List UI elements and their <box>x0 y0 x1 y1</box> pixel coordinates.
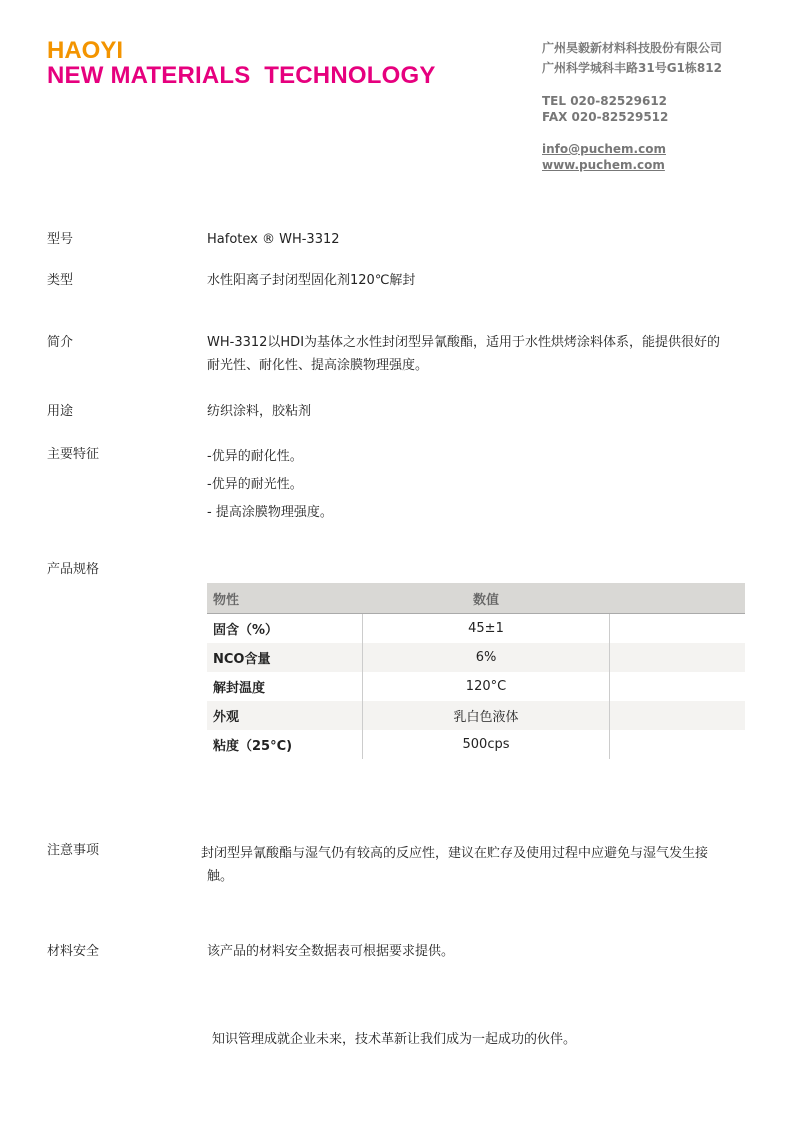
spec-empty-cell <box>610 614 746 644</box>
specs-table <box>207 583 745 759</box>
table-row <box>207 614 745 644</box>
specs-label: 产品规格 <box>47 562 100 577</box>
safety-value: 该产品的材料安全数据表可根据要求提供。 <box>207 944 455 959</box>
spec-value: 120°C <box>363 672 610 701</box>
fax-number: FAX 020-82529512 <box>542 110 669 124</box>
feature-item: -优异的耐化性。 <box>207 449 303 464</box>
type-value: 水性阳离子封闭型固化剂120℃解封 <box>207 273 416 288</box>
notice-line: 触。 <box>207 869 234 884</box>
table-row <box>207 643 745 672</box>
phone-number: TEL 020-82529612 <box>542 94 668 108</box>
feature-item: - 提高涂膜物理强度。 <box>207 505 333 520</box>
closing-slogan: 知识管理成就企业未来，技术革新让我们成为一起成功的伙伴。 <box>212 1032 577 1047</box>
spec-name: 解封温度 <box>207 672 363 701</box>
table-row <box>207 672 745 701</box>
intro-line: WH-3312以HDI为基体之水性封闭型异氰酸酯，适用于水性烘烤涂料体系，能提供很好的 <box>207 335 721 350</box>
notice-text <box>201 842 746 888</box>
spec-empty-cell <box>610 643 746 672</box>
spec-empty-cell <box>610 730 746 759</box>
spec-name: 粘度（25°C) <box>207 730 363 759</box>
spec-name: 外观 <box>207 701 363 730</box>
email-link[interactable]: info@puchem.com <box>542 142 666 156</box>
spec-value: 6% <box>363 643 610 672</box>
usage-value: 纺织涂料，胶粘剂 <box>207 404 312 419</box>
model-value: Hafotex ® WH-3312 <box>207 232 340 247</box>
table-header-row <box>207 583 745 614</box>
type-label: 类型 <box>47 273 74 288</box>
features-list <box>207 443 747 527</box>
safety-label: 材料安全 <box>47 944 100 959</box>
header-value: 数值 <box>363 583 610 614</box>
intro-label: 简介 <box>47 335 74 350</box>
brand-name-line2: NEW MATERIALS TECHNOLOGY <box>47 62 436 89</box>
features-label: 主要特征 <box>47 447 100 462</box>
brand-name-line1: HAOYI <box>47 37 124 64</box>
feature-item: -优异的耐光性。 <box>207 477 303 492</box>
model-label: 型号 <box>47 232 74 247</box>
table-row <box>207 701 745 730</box>
header-empty <box>610 583 746 614</box>
spec-name: 固含（%） <box>207 614 363 644</box>
intro-text <box>207 331 747 377</box>
notice-label: 注意事项 <box>47 843 100 858</box>
table-row <box>207 730 745 759</box>
intro-line: 耐光性、耐化性、提高涂膜物理强度。 <box>207 358 429 373</box>
spec-value: 45±1 <box>363 614 610 644</box>
usage-label: 用途 <box>47 404 74 419</box>
company-address: 广州科学城科丰路31号G1栋812 <box>542 61 722 75</box>
spec-value: 乳白色液体 <box>363 701 610 730</box>
spec-name: NCO含量 <box>207 643 363 672</box>
spec-empty-cell <box>610 701 746 730</box>
spec-value: 500cps <box>363 730 610 759</box>
spec-empty-cell <box>610 672 746 701</box>
notice-line: 封闭型异氰酸酯与湿气仍有较高的反应性，建议在贮存及使用过程中应避免与湿气发生接 <box>201 846 709 861</box>
header-property: 物性 <box>207 583 363 614</box>
website-link[interactable]: www.puchem.com <box>542 158 665 172</box>
company-name: 广州昊毅新材料科技股份有限公司 <box>542 41 723 55</box>
